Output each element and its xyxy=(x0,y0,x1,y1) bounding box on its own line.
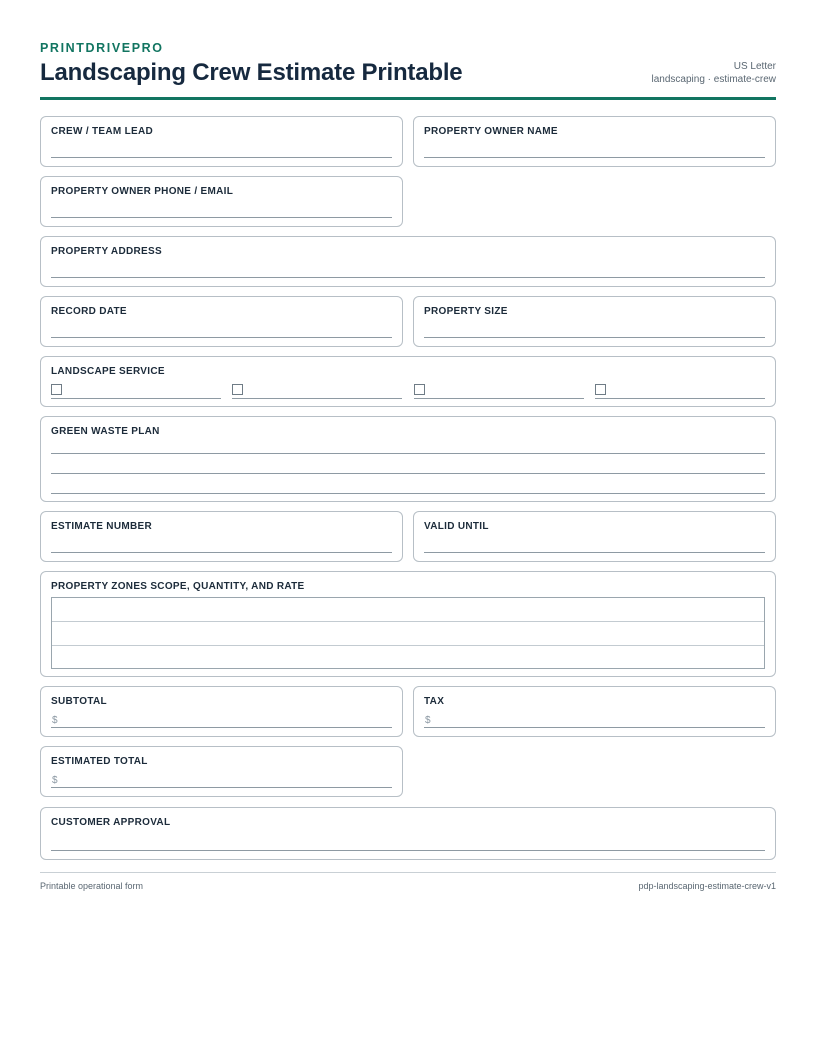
subtotal-input[interactable] xyxy=(51,727,392,728)
owner-name-label: PROPERTY OWNER NAME xyxy=(424,126,558,137)
crew-lead-input[interactable] xyxy=(51,157,392,158)
service-option-1[interactable] xyxy=(51,383,221,399)
address-field xyxy=(40,236,776,287)
estimated-total-currency: $ xyxy=(52,775,58,786)
crew-lead-label: CREW / TEAM LEAD xyxy=(51,126,154,137)
header-divider xyxy=(40,97,776,100)
approval-label: CUSTOMER APPROVAL xyxy=(51,817,171,828)
estimate-number-field xyxy=(40,511,403,562)
footer-form-id: pdp-landscaping-estimate-crew-v1 xyxy=(638,881,776,891)
green-waste-line-1[interactable] xyxy=(51,453,765,454)
estimate-number-label: ESTIMATE NUMBER xyxy=(51,521,152,532)
approval-field xyxy=(40,807,776,860)
footer-description: Printable operational form xyxy=(40,881,144,891)
approval-signature-line[interactable] xyxy=(51,850,765,851)
checkbox-icon[interactable] xyxy=(51,384,62,395)
service-label: LANDSCAPE SERVICE xyxy=(51,366,165,377)
footer-divider xyxy=(40,872,776,873)
valid-until-label: VALID UNTIL xyxy=(424,521,489,532)
record-date-field xyxy=(40,296,403,347)
document-meta xyxy=(652,60,777,86)
brand-logo: PRINTDRIVEPRO xyxy=(40,41,164,55)
owner-contact-input[interactable] xyxy=(51,217,392,218)
service-option-4[interactable] xyxy=(595,383,765,399)
checkbox-icon[interactable] xyxy=(232,384,243,395)
green-waste-line-2[interactable] xyxy=(51,473,765,474)
service-option-2[interactable] xyxy=(232,383,402,399)
table-row-divider xyxy=(52,645,764,646)
record-date-input[interactable] xyxy=(51,337,392,338)
zones-label: PROPERTY ZONES SCOPE, QUANTITY, AND RATE xyxy=(51,581,305,592)
owner-name-input[interactable] xyxy=(424,157,765,158)
tax-currency: $ xyxy=(425,715,431,726)
address-input[interactable] xyxy=(51,277,765,278)
property-size-input[interactable] xyxy=(424,337,765,338)
document-tags: landscaping · estimate-crew xyxy=(651,74,776,85)
owner-contact-field xyxy=(40,176,403,227)
crew-lead-field xyxy=(40,116,403,167)
property-size-field xyxy=(413,296,776,347)
service-field xyxy=(40,356,776,407)
subtotal-field xyxy=(40,686,403,737)
page-title: Landscaping Crew Estimate Printable xyxy=(40,59,463,86)
green-waste-label: GREEN WASTE PLAN xyxy=(51,426,160,437)
green-waste-field xyxy=(40,416,776,502)
estimated-total-label: ESTIMATED TOTAL xyxy=(51,756,148,767)
address-label: PROPERTY ADDRESS xyxy=(51,246,162,257)
estimated-total-input[interactable] xyxy=(51,787,392,788)
subtotal-currency: $ xyxy=(52,715,58,726)
valid-until-input[interactable] xyxy=(424,552,765,553)
paper-size: US Letter xyxy=(733,61,776,72)
record-date-label: RECORD DATE xyxy=(51,306,127,317)
checkbox-icon[interactable] xyxy=(414,384,425,395)
owner-contact-label: PROPERTY OWNER PHONE / EMAIL xyxy=(51,186,234,197)
table-row-divider xyxy=(52,621,764,622)
zones-table xyxy=(51,597,765,669)
green-waste-line-3[interactable] xyxy=(51,493,765,494)
tax-field xyxy=(413,686,776,737)
service-option-3[interactable] xyxy=(414,383,584,399)
valid-until-field xyxy=(413,511,776,562)
subtotal-label: SUBTOTAL xyxy=(51,696,107,707)
property-size-label: PROPERTY SIZE xyxy=(424,306,508,317)
zones-field xyxy=(40,571,776,677)
checkbox-icon[interactable] xyxy=(595,384,606,395)
tax-label: TAX xyxy=(424,696,445,707)
estimate-number-input[interactable] xyxy=(51,552,392,553)
tax-input[interactable] xyxy=(424,727,765,728)
owner-name-field xyxy=(413,116,776,167)
estimated-total-field xyxy=(40,746,403,797)
